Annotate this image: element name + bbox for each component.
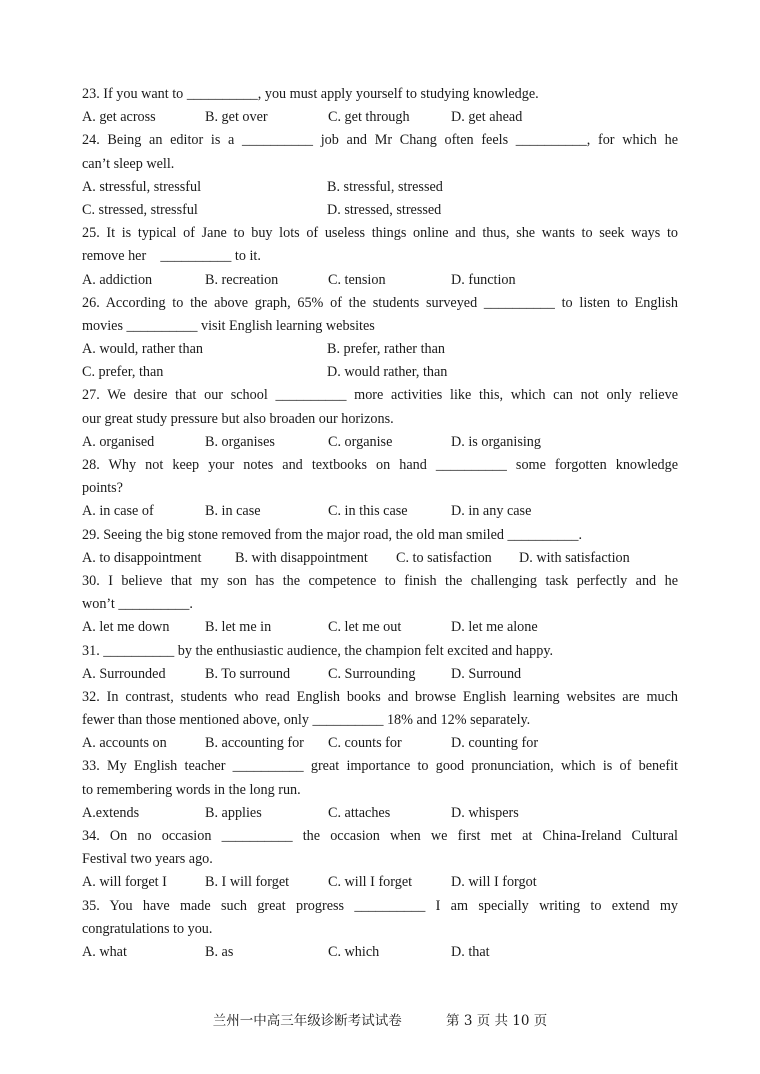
page-footer [0,1009,760,1029]
option-c: C. in this case [328,503,408,520]
option-a: A. what [82,943,127,960]
question-33 [82,755,678,825]
option-row [82,361,678,384]
option-d: D. would rather, than [327,364,448,381]
question-text: 28. Why not keep your notes and textbooks on hand __________ some forgotten knowledge [82,457,678,473]
option-c: C. Surrounding [328,665,416,682]
question-24 [82,129,678,222]
question-27 [82,384,678,454]
option-c: C. stressed, stressful [82,201,198,218]
option-row [82,802,678,825]
option-a: A. organised [82,433,155,450]
option-a: A. in case of [82,503,154,520]
option-b: B. stressful, stressed [327,178,443,195]
question-text-continued: Festival two years ago. [82,851,213,868]
option-a: A. to disappointment [82,549,202,566]
question-text: 27. We desire that our school __________ more activities like this, which can not only relieve [82,387,678,404]
question-text: 29. Seeing the big stone removed from the major road, the old man smiled __________. [82,526,583,543]
option-row [82,269,678,292]
question-text: 31. __________ by the enthusiastic audience, the champion felt excited and happy. [82,642,554,659]
option-c: C. attaches [328,804,391,821]
option-row [82,106,678,129]
option-row [82,616,678,639]
option-d: D. will I forgot [451,874,537,891]
option-d: D. counting for [451,735,539,752]
option-b: B. prefer, rather than [327,341,445,358]
question-text: 26. According to the above graph, 65% of the students surveyed __________ to listen to English [82,294,678,311]
option-row [82,732,678,755]
option-d: D. in any case [451,503,532,520]
option-row [82,338,678,361]
option-row [82,431,678,454]
option-row [82,176,678,199]
option-b: B. as [205,943,234,960]
question-text: 33. My English teacher __________ great importance to good pronunciation, which is of benefit [82,758,678,775]
option-d: D. Surround [451,665,522,682]
option-c: C. let me out [328,619,402,636]
question-list [82,83,678,964]
option-d: D. let me alone [451,619,538,636]
question-28 [82,454,678,524]
question-35 [82,895,678,965]
option-a: A. stressful, stressful [82,178,202,195]
question-text: 23. If you want to __________, you must apply yourself to studying knowledge. [82,86,539,102]
option-a: A. accounts on [82,735,167,752]
question-text: 25. It is typical of Jane to buy lots of useless things online and thus, she wants to seek ways to [82,225,678,242]
question-34 [82,825,678,895]
option-c: C. counts for [328,735,402,752]
option-b: B. recreation [205,271,279,288]
option-b: B. with disappointment [235,549,368,566]
option-b: B. To surround [205,665,291,682]
question-text-continued: remove her __________ to it. [82,248,261,265]
question-text: 34. On no occasion __________ the occasion when we first met at China-Ireland Cultural [82,828,678,844]
question-text-continued: points? [82,480,123,497]
option-d: D. whispers [451,804,519,821]
question-25 [82,222,678,292]
option-b: B. applies [205,804,262,821]
option-row [82,663,678,686]
question-text-continued: won’t __________. [82,596,193,613]
option-b: B. get over [205,109,268,126]
option-row [82,199,678,222]
option-a: A. would, rather than [82,341,203,358]
option-a: A. get across [82,109,156,126]
exam-title: 兰州一中高三年级诊断考试试卷 [212,1013,402,1029]
option-row [82,547,678,570]
option-b: B. I will forget [205,874,290,891]
option-c: C. which [328,943,380,960]
option-d: D. stressed, stressed [327,201,442,218]
question-text-continued: our great study pressure but also broaden our horizons. [82,410,394,427]
option-c: C. prefer, than [82,364,164,381]
option-c: C. to satisfaction [396,549,492,566]
question-30 [82,570,678,640]
option-row [82,871,678,894]
question-text-continued: congratulations to you. [82,920,213,937]
question-text-continued: fewer than those mentioned above, only __________ 18% and 12% separately. [82,712,531,729]
question-text: 30. I believe that my son has the competence to finish the challenging task perfectly and he [82,572,678,589]
question-29 [82,524,678,570]
option-b: B. organises [205,433,275,450]
option-d: D. is organising [451,433,541,450]
option-c: C. get through [328,109,410,126]
option-row [82,500,678,523]
option-a: A. let me down [82,619,170,636]
question-text-continued: movies __________ visit English learning websites [82,317,375,334]
question-text-continued: to remembering words in the long run. [82,781,301,798]
option-c: C. organise [328,433,393,450]
option-b: B. accounting for [205,735,304,752]
option-d: D. with satisfaction [519,549,630,566]
option-b: B. in case [205,503,261,520]
question-32 [82,686,678,756]
option-row [82,941,678,964]
option-d: D. function [451,271,516,288]
question-31 [82,640,678,686]
question-text-continued: can’t sleep well. [82,155,175,172]
question-text: 35. You have made such great progress __________ I am specially writing to extend my [82,897,678,914]
question-23 [82,83,678,129]
option-d: D. get ahead [451,109,523,126]
question-text: 32. In contrast, students who read English books and browse English learning websites are much [82,688,678,705]
option-a: A.extends [82,804,140,821]
page-number: 第 3 页 共 10 页 [446,1013,548,1029]
option-d: D. that [451,943,490,960]
option-a: A. Surrounded [82,665,166,682]
option-a: A. addiction [82,271,153,288]
question-26 [82,292,678,385]
option-b: B. let me in [205,619,272,636]
option-c: C. will I forget [328,874,413,891]
option-c: C. tension [328,271,386,288]
question-text: 24. Being an editor is a __________ job and Mr Chang often feels __________, for which he [82,132,678,149]
option-a: A. will forget I [82,874,167,891]
